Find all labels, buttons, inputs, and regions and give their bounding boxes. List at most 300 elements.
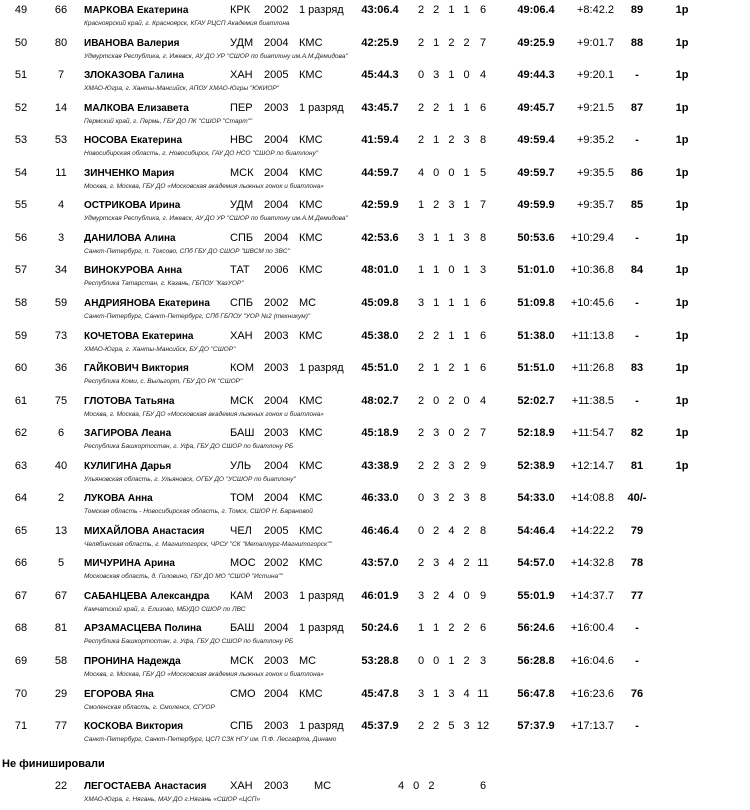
- time-gap: +14:37.7: [570, 589, 614, 602]
- penalty-total: 11: [477, 687, 489, 700]
- time-gap: +9:35.7: [576, 199, 614, 212]
- penalty-total: 8: [479, 134, 487, 147]
- points: 84: [630, 264, 644, 277]
- result-time: 49:59.4: [517, 134, 555, 147]
- sport-rank: КМС: [299, 492, 323, 505]
- penalty-total: 7: [479, 36, 487, 49]
- bib-cell: 59: [54, 296, 68, 309]
- sport-rank: 1 разряд: [299, 362, 344, 375]
- table-row: [0, 165, 750, 197]
- penalty-total: 12: [476, 720, 490, 733]
- region-code: ТОМ: [230, 492, 254, 505]
- time-gap: +16:23.6: [570, 687, 614, 700]
- region-code: ТАТ: [230, 264, 250, 277]
- result-time: 56:24.6: [517, 622, 555, 635]
- bib-cell: 34: [54, 264, 68, 277]
- organization: Челябинская область, г. Магнитогорск, ЧРСУ "СК "Металлург-Магнитогорск"": [84, 540, 332, 548]
- birth-year: 2002: [264, 4, 289, 16]
- birth-year: 2004: [264, 622, 289, 635]
- category: 1р: [675, 329, 689, 342]
- table-row: [0, 653, 750, 685]
- place-cell: 51: [14, 69, 28, 82]
- athlete-name: ЕГОРОВА Яна: [84, 688, 154, 700]
- ski-time: 42:25.9: [361, 36, 399, 49]
- time-gap: +11:54.7: [571, 427, 614, 440]
- organization: Санкт-Петербург, п. Токсово, СПб ГБУ ДО СШОР "ШВСМ по ЗВС": [84, 247, 290, 255]
- place-cell: 64: [14, 492, 28, 505]
- place-cell: 54: [14, 166, 28, 179]
- athlete-name: ЗИНЧЕНКО Мария: [84, 167, 175, 179]
- penalties: 1 1 2 2: [418, 622, 473, 635]
- sport-rank: КМС: [299, 166, 323, 179]
- birth-year: 2004: [264, 166, 289, 179]
- penalties: 2 3 4 2: [418, 557, 473, 570]
- time-gap: +10:29.4: [570, 231, 614, 244]
- place-cell: 56: [14, 231, 28, 244]
- points: -: [635, 720, 639, 733]
- penalties: 0 2 4 2: [418, 524, 473, 537]
- place-cell: 65: [14, 524, 28, 537]
- sport-rank: КМС: [299, 524, 323, 537]
- bib-cell: 80: [54, 36, 68, 49]
- region-code: КРК: [230, 4, 251, 16]
- sport-rank: КМС: [299, 394, 323, 407]
- time-gap: +16:04.6: [570, 655, 614, 667]
- points: -: [635, 394, 639, 407]
- ski-time: 46:46.4: [361, 524, 399, 537]
- table-row: [0, 2, 750, 34]
- penalty-total: 7: [479, 199, 487, 212]
- penalties: 2 1 2 3: [418, 134, 473, 147]
- bib-cell: 40: [54, 459, 68, 472]
- sport-rank: КМС: [299, 459, 323, 472]
- bib-cell: 53: [54, 134, 68, 147]
- ski-time: 43:38.9: [361, 459, 399, 472]
- result-time: 49:59.9: [517, 199, 555, 212]
- points: 78: [630, 557, 644, 570]
- ski-time: 46:01.9: [361, 589, 399, 602]
- region-code: НВС: [230, 134, 253, 147]
- birth-year: 2003: [264, 720, 289, 733]
- organization: Новосибирская область, г. Новосибирск, ГАУ ДО НСО "СШОР по биатлону": [84, 150, 319, 158]
- sport-rank: 1 разряд: [299, 622, 344, 635]
- organization: Удмуртская Республика, г. Ижевск, АУ ДО УР "СШОР по биатлону им.А.М.Демидова": [84, 52, 348, 60]
- result-time: 49:45.7: [517, 101, 555, 114]
- place-cell: 49: [14, 4, 28, 16]
- points: 81: [630, 459, 644, 472]
- athlete-name: ЗЛОКАЗОВА Галина: [84, 70, 184, 82]
- organization: ХМАО-Югра, г. Нягань, МАУ ДО г.Нягань «СШОР «ЦСП»: [84, 796, 261, 803]
- bib-cell: 66: [54, 4, 68, 16]
- time-gap: +16:00.4: [570, 622, 614, 635]
- birth-year: 2003: [264, 780, 289, 792]
- sport-rank: КМС: [299, 264, 323, 277]
- table-row: [0, 620, 750, 652]
- sport-rank: МС: [299, 296, 317, 309]
- sport-rank: КМС: [299, 199, 323, 212]
- athlete-name: МАРКОВА Екатерина: [84, 5, 189, 16]
- organization: Смоленская область, г. Смоленск, СГУОР: [84, 703, 215, 711]
- region-code: СМО: [230, 687, 256, 700]
- ski-time: 45:37.9: [361, 720, 399, 733]
- result-time: 49:06.4: [517, 4, 555, 16]
- category: 1р: [675, 296, 689, 309]
- ski-time: 43:57.0: [361, 557, 399, 570]
- result-time: 54:46.4: [517, 524, 555, 537]
- time-gap: +14:22.2: [570, 524, 614, 537]
- region-code: ХАН: [230, 69, 253, 82]
- penalty-total: 6: [479, 780, 487, 792]
- bib-cell: 77: [54, 720, 68, 733]
- region-code: МСК: [230, 166, 254, 179]
- athlete-name: ПРОНИНА Надежда: [84, 656, 181, 667]
- place-cell: 69: [14, 655, 28, 667]
- birth-year: 2003: [264, 362, 289, 375]
- ski-time: 45:44.3: [361, 69, 399, 82]
- place-cell: 62: [14, 427, 28, 440]
- organization: Республика Коми, с. Выльгорт, ГБУ ДО РК "СШОР": [84, 378, 243, 386]
- result-time: 51:51.0: [517, 362, 555, 375]
- place-cell: 60: [14, 362, 28, 375]
- organization: Республика Татарстан, г. Казань, ГБПОУ "КазУОР": [84, 280, 244, 288]
- penalties: 2 2 5 3: [418, 720, 473, 733]
- category: 1р: [675, 69, 689, 82]
- ski-time: 42:53.6: [361, 231, 399, 244]
- table-row: [0, 686, 750, 718]
- birth-year: 2004: [264, 231, 289, 244]
- points: 88: [630, 36, 644, 49]
- place-cell: 67: [14, 589, 28, 602]
- sport-rank: КМС: [299, 687, 323, 700]
- points: 87: [630, 101, 644, 114]
- place-cell: 68: [14, 622, 28, 635]
- sport-rank: КМС: [299, 231, 323, 244]
- time-gap: +17:13.7: [570, 720, 614, 733]
- region-code: МСК: [230, 394, 254, 407]
- penalties: 3 1 3 4: [418, 687, 473, 700]
- place-cell: 53: [14, 134, 28, 147]
- organization: Удмуртская Республика, г. Ижевск, АУ ДО УР "СШОР по биатлону им.А.М.Демидова": [84, 215, 348, 223]
- result-time: 51:01.0: [517, 264, 555, 277]
- region-code: КАМ: [230, 589, 253, 602]
- penalty-total: 8: [479, 231, 487, 244]
- category: 1р: [675, 394, 689, 407]
- organization: Москва, г. Москва, ГБУ ДО «Московская академия лыжных гонок и биатлона»: [84, 671, 324, 678]
- result-time: 50:53.6: [517, 231, 555, 244]
- category: 1р: [675, 459, 689, 472]
- points: 86: [630, 166, 644, 179]
- table-row: [0, 555, 750, 587]
- sport-rank: МС: [314, 780, 332, 792]
- ski-time: 45:47.8: [361, 687, 399, 700]
- organization: Санкт-Петербург, Санкт-Петербург, ЦСП СЗК НГУ им. П.Ф. Лесгафта, Динамо: [84, 736, 337, 744]
- organization: Пермский край, г. Пермь, ГБУ ДО ПК "СШОР "Старт"": [84, 117, 253, 125]
- category: 1р: [675, 427, 689, 440]
- table-row: [0, 393, 750, 425]
- time-gap: +10:36.8: [570, 264, 614, 277]
- place-cell: 50: [14, 36, 28, 49]
- sport-rank: 1 разряд: [299, 101, 344, 114]
- organization: Москва, г. Москва, ГБУ ДО «Московская академия лыжных гонок и биатлона»: [84, 410, 324, 418]
- penalties: 0 3 1 0: [418, 69, 473, 82]
- ski-time: 48:01.0: [361, 264, 399, 277]
- table-row: [0, 523, 750, 555]
- penalties: 2 2 3 2: [418, 459, 473, 472]
- result-time: 52:18.9: [517, 427, 555, 440]
- time-gap: +10:45.6: [570, 296, 614, 309]
- ski-time: 50:24.6: [361, 622, 399, 635]
- result-time: 51:09.8: [517, 296, 555, 309]
- table-row: [0, 718, 750, 750]
- penalty-total: 6: [479, 101, 487, 114]
- organization: Республика Башкортостан, г. Уфа, ГБУ ДО СШОР по биатлону РБ: [84, 443, 294, 451]
- penalties: 2 3 0 2: [418, 427, 473, 440]
- penalty-total: 3: [479, 264, 487, 277]
- ski-time: 53:28.8: [361, 655, 399, 667]
- points: 83: [630, 362, 644, 375]
- region-code: СПБ: [230, 720, 254, 733]
- result-time: 52:02.7: [517, 394, 555, 407]
- athlete-name: ГЛОТОВА Татьяна: [84, 395, 175, 407]
- bib-cell: 81: [54, 622, 68, 635]
- result-time: 51:38.0: [517, 329, 555, 342]
- organization: Камчатский край, г. Елизово, МБУДО СШОР по ЛВС: [84, 605, 246, 613]
- sport-rank: КМС: [299, 427, 323, 440]
- organization: Московская область, д. Головино, ГБУ ДО МО "СШОР "Истина"": [84, 573, 283, 581]
- bib-cell: 2: [57, 492, 65, 505]
- athlete-name: ЛУКОВА Анна: [84, 493, 153, 505]
- region-code: УДМ: [230, 199, 254, 212]
- athlete-name: ВИНОКУРОВА Анна: [84, 265, 182, 277]
- result-time: 49:59.7: [517, 166, 555, 179]
- athlete-name: ОСТРИКОВА Ирина: [84, 200, 181, 212]
- time-gap: +9:01.7: [576, 36, 614, 49]
- penalty-total: 5: [479, 166, 487, 179]
- penalty-total: 4: [479, 394, 487, 407]
- points: 79: [630, 524, 644, 537]
- result-time: 49:44.3: [517, 69, 555, 82]
- birth-year: 2003: [264, 589, 289, 602]
- penalties: 0 3 2 3: [418, 492, 473, 505]
- sport-rank: КМС: [299, 557, 323, 570]
- category: 1р: [675, 362, 689, 375]
- time-gap: +11:26.8: [571, 362, 614, 375]
- result-time: 54:33.0: [517, 492, 555, 505]
- athlete-name: МИЧУРИНА Арина: [84, 558, 175, 570]
- penalties: 3 1 1 3: [418, 231, 473, 244]
- points: 77: [630, 589, 644, 602]
- place-cell: 61: [14, 394, 28, 407]
- table-row: [0, 35, 750, 67]
- penalties: 3 1 1 1: [418, 296, 473, 309]
- category: 1р: [675, 101, 689, 114]
- region-code: СПБ: [230, 296, 254, 309]
- result-time: 57:37.9: [517, 720, 555, 733]
- place-cell: 58: [14, 296, 28, 309]
- time-gap: +9:21.5: [576, 101, 614, 114]
- points: -: [635, 134, 639, 147]
- penalty-total: 9: [479, 589, 487, 602]
- penalty-total: 8: [479, 492, 487, 505]
- bib-cell: 3: [57, 231, 65, 244]
- birth-year: 2005: [264, 69, 289, 82]
- birth-year: 2003: [264, 427, 289, 440]
- birth-year: 2002: [264, 296, 289, 309]
- category: 1р: [675, 134, 689, 147]
- place-cell: 52: [14, 101, 28, 114]
- bib-cell: 13: [54, 524, 68, 537]
- points: -: [635, 231, 639, 244]
- time-gap: +9:35.2: [576, 134, 614, 147]
- points: 82: [630, 427, 644, 440]
- place-cell: 59: [14, 329, 28, 342]
- ski-time: 48:02.7: [361, 394, 399, 407]
- result-time: 54:57.0: [517, 557, 555, 570]
- result-time: 49:25.9: [517, 36, 555, 49]
- ski-time: 46:33.0: [361, 492, 399, 505]
- athlete-name: КУЛИГИНА Дарья: [84, 460, 172, 472]
- ski-time: 45:38.0: [361, 329, 399, 342]
- region-code: ЧЕЛ: [230, 524, 252, 537]
- birth-year: 2006: [264, 264, 289, 277]
- penalty-total: 6: [479, 296, 487, 309]
- ski-time: 43:45.7: [361, 101, 399, 114]
- region-code: МСК: [230, 655, 254, 667]
- sport-rank: КМС: [299, 36, 323, 49]
- organization: Ульяновская область, г. Ульяновск, ОГБУ ДО "УСШОР по биатлону": [84, 475, 296, 483]
- athlete-name: АРЗАМАСЦЕВА Полина: [84, 623, 202, 635]
- region-code: ПЕР: [230, 101, 253, 114]
- sport-rank: КМС: [299, 329, 323, 342]
- ski-time: 45:51.0: [361, 362, 399, 375]
- ski-time: 45:09.8: [361, 296, 399, 309]
- table-row: [0, 67, 750, 99]
- region-code: УЛЬ: [230, 459, 252, 472]
- place-cell: 71: [14, 720, 28, 733]
- penalties: 3 2 4 0: [418, 589, 473, 602]
- points: 89: [630, 4, 644, 16]
- penalties: 0 0 1 2: [418, 655, 473, 667]
- table-row: [0, 458, 750, 490]
- table-row: [0, 588, 750, 620]
- penalties: 4 0 2: [398, 780, 438, 792]
- penalty-total: 9: [479, 459, 487, 472]
- points: 40/-: [627, 492, 647, 505]
- athlete-name: НОСОВА Екатерина: [84, 135, 183, 147]
- athlete-name: МАЛКОВА Елизавета: [84, 102, 189, 114]
- athlete-name: ГАЙКОВИЧ Виктория: [84, 363, 189, 375]
- penalty-total: 11: [477, 557, 489, 570]
- bib-cell: 29: [54, 687, 68, 700]
- time-gap: +12:14.7: [570, 459, 614, 472]
- penalties: 4 0 0 1: [418, 166, 473, 179]
- table-row: [0, 197, 750, 229]
- birth-year: 2003: [264, 655, 289, 667]
- time-gap: +14:32.8: [570, 557, 614, 570]
- birth-year: 2004: [264, 687, 289, 700]
- athlete-name: КОСКОВА Виктория: [84, 721, 184, 733]
- category: 1р: [675, 199, 689, 212]
- penalties: 2 0 2 0: [418, 394, 473, 407]
- penalty-total: 6: [479, 622, 487, 635]
- organization: Красноярский край, г. Красноярск, КГАУ РЦСП Академия биатлона: [84, 20, 290, 27]
- region-code: КОМ: [230, 362, 255, 375]
- place-cell: 63: [14, 459, 28, 472]
- athlete-name: ЛЕГОСТАЕВА Анастасия: [84, 781, 207, 792]
- sport-rank: 1 разряд: [299, 4, 344, 16]
- region-code: СПБ: [230, 231, 254, 244]
- sport-rank: МС: [299, 655, 317, 667]
- table-row: [0, 490, 750, 522]
- table-row: [0, 295, 750, 327]
- bib-cell: 5: [57, 557, 65, 570]
- birth-year: 2002: [264, 557, 289, 570]
- bib-cell: 36: [54, 362, 68, 375]
- result-time: 52:38.9: [517, 459, 555, 472]
- category: 1р: [675, 264, 689, 277]
- table-row: [0, 328, 750, 360]
- birth-year: 2004: [264, 36, 289, 49]
- ski-time: 43:06.4: [361, 4, 399, 16]
- region-code: МОС: [230, 557, 256, 570]
- time-gap: +11:13.8: [571, 329, 614, 342]
- points: -: [635, 69, 639, 82]
- sport-rank: 1 разряд: [299, 720, 344, 733]
- points: -: [635, 622, 639, 635]
- athlete-name: ИВАНОВА Валерия: [84, 37, 180, 49]
- bib-cell: 73: [54, 329, 68, 342]
- result-time: 56:28.8: [517, 655, 555, 667]
- ski-time: 42:59.9: [361, 199, 399, 212]
- penalty-total: 7: [479, 427, 487, 440]
- table-row: [0, 425, 750, 457]
- athlete-name: САБАНЦЕВА Александра: [84, 590, 210, 602]
- birth-year: 2004: [264, 459, 289, 472]
- birth-year: 2003: [264, 329, 289, 342]
- organization: ХМАО-Югра, г. Ханты-Мансийск, АПОУ ХМАО-Югры "ЮКИОР": [84, 85, 280, 93]
- bib-cell: 6: [57, 427, 65, 440]
- points: -: [635, 329, 639, 342]
- penalty-total: 8: [479, 524, 487, 537]
- table-row: [0, 132, 750, 164]
- category: 1р: [675, 166, 689, 179]
- penalty-total: 6: [479, 4, 487, 16]
- penalties: 1 1 0 1: [418, 264, 473, 277]
- athlete-name: ДАНИЛОВА Алина: [84, 232, 176, 244]
- table-row: [0, 230, 750, 262]
- region-code: УДМ: [230, 36, 254, 49]
- athlete-name: МИХАЙЛОВА Анастасия: [84, 525, 205, 537]
- organization: Республика Башкортостан, г. Уфа, ГБУ ДО СШОР по биатлону РБ: [84, 638, 294, 646]
- bib-cell: 67: [54, 589, 68, 602]
- athlete-name: КОЧЕТОВА Екатерина: [84, 330, 194, 342]
- penalty-total: 6: [479, 329, 487, 342]
- penalty-total: 6: [479, 362, 487, 375]
- bib-cell: 14: [54, 101, 68, 114]
- points: -: [635, 655, 639, 667]
- table-row: [0, 262, 750, 294]
- bib-cell: 58: [54, 655, 68, 667]
- birth-year: 2004: [264, 134, 289, 147]
- organization: ХМАО-Югра, г. Ханты-Мансийск, БУ ДО "СШОР": [84, 345, 236, 353]
- sport-rank: КМС: [299, 69, 323, 82]
- region-code: ХАН: [230, 329, 253, 342]
- penalties: 2 1 2 2: [418, 36, 473, 49]
- ski-time: 41:59.4: [361, 134, 399, 147]
- place-cell: 66: [14, 557, 28, 570]
- birth-year: 2003: [264, 101, 289, 114]
- ski-time: 45:18.9: [361, 427, 399, 440]
